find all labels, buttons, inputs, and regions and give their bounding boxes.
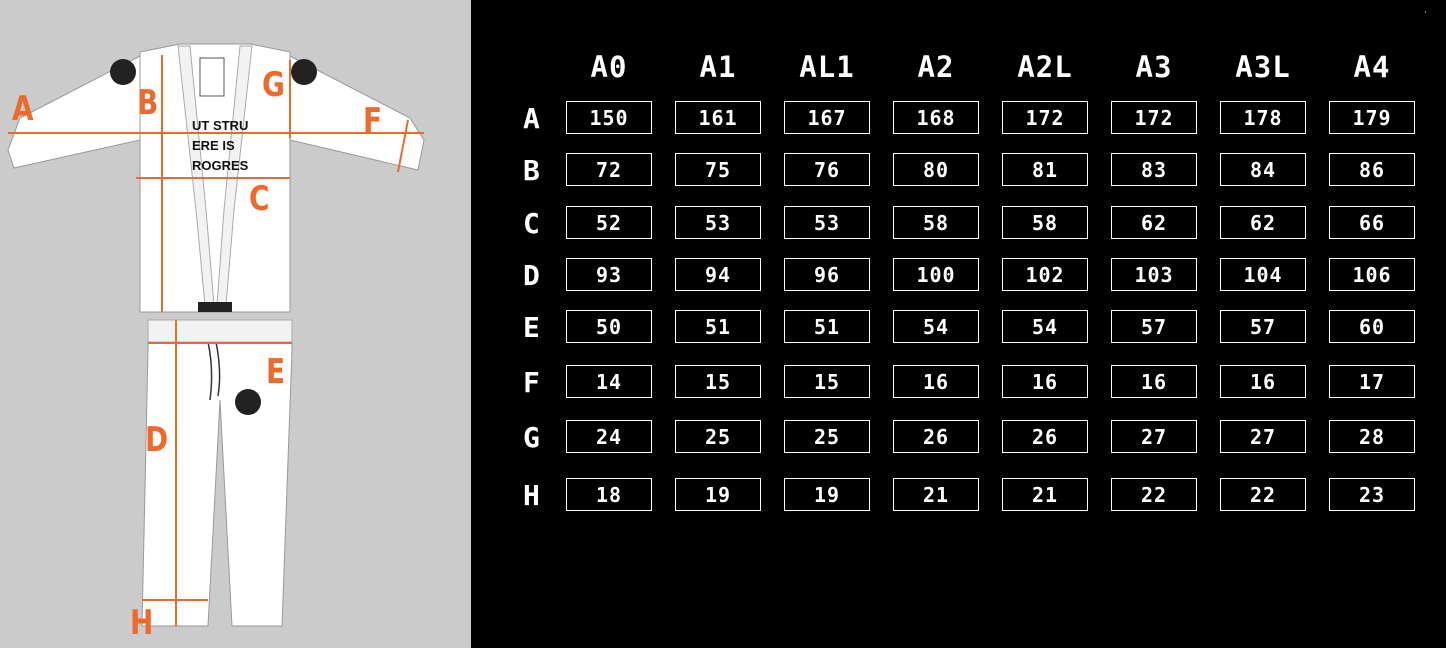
size-value-cell: 28 [1329,420,1415,453]
size-column-header: A3L [1235,50,1291,84]
size-value-cell: 94 [675,258,761,291]
size-value-cell: 14 [566,365,652,398]
size-value-cell: 178 [1220,101,1306,134]
size-value-cell: 106 [1329,258,1415,291]
size-value-cell: 150 [566,101,652,134]
size-value-cell: 60 [1329,310,1415,343]
measurement-row-label: C [523,207,540,240]
size-column-header: A0 [590,50,628,84]
size-value-cell: 81 [1002,153,1088,186]
size-value-cell: 100 [893,258,979,291]
size-value-cell: 84 [1220,153,1306,186]
measurement-row-label: A [523,102,540,135]
size-value-cell: 24 [566,420,652,453]
size-value-cell: 168 [893,101,979,134]
size-column-header: AL1 [799,50,855,84]
size-value-cell: 53 [675,206,761,239]
gi-illustration [0,0,471,648]
size-value-cell: 23 [1329,478,1415,511]
size-value-cell: 26 [1002,420,1088,453]
left-shoulder-badge [110,59,136,85]
measurement-row-label: E [523,311,540,344]
size-value-cell: 50 [566,310,652,343]
size-value-cell: 179 [1329,101,1415,134]
measure-label-h: H [130,603,154,643]
size-value-cell: 172 [1111,101,1197,134]
measure-label-d: D [145,420,169,460]
chest-print-line: UT STRU [192,118,249,133]
size-value-cell: 62 [1220,206,1306,239]
size-chart-table [471,0,1446,648]
chest-print [192,116,248,176]
size-value-cell: 19 [784,478,870,511]
size-column-header: A1 [699,50,737,84]
size-value-cell: 167 [784,101,870,134]
measurement-row-label: B [523,154,540,187]
size-column-header: A2 [917,50,955,84]
size-value-cell: 16 [893,365,979,398]
size-value-cell: 93 [566,258,652,291]
size-value-cell: 16 [1111,365,1197,398]
size-value-cell: 161 [675,101,761,134]
size-value-cell: 86 [1329,153,1415,186]
measure-label-g: G [262,65,285,105]
size-value-cell: 57 [1220,310,1306,343]
size-value-cell: 172 [1002,101,1088,134]
size-value-cell: 21 [893,478,979,511]
size-value-cell: 58 [893,206,979,239]
size-value-cell: 51 [675,310,761,343]
measure-label-e: E [266,352,286,392]
size-value-cell: 21 [1002,478,1088,511]
measurement-row-label: D [523,259,540,292]
chest-print-line: ROGRES [192,158,249,173]
size-value-cell: 57 [1111,310,1197,343]
size-value-cell: 25 [675,420,761,453]
size-value-cell: 58 [1002,206,1088,239]
measure-label-f: F [363,101,383,141]
size-value-cell: 80 [893,153,979,186]
size-value-cell: 52 [566,206,652,239]
corner-mark: · [1424,8,1427,18]
size-value-cell: 15 [675,365,761,398]
size-value-cell: 16 [1220,365,1306,398]
size-value-cell: 16 [1002,365,1088,398]
measurement-row-label: H [523,479,540,512]
size-value-cell: 75 [675,153,761,186]
size-value-cell: 104 [1220,258,1306,291]
size-value-cell: 83 [1111,153,1197,186]
size-value-cell: 53 [784,206,870,239]
size-value-cell: 27 [1111,420,1197,453]
size-value-cell: 51 [784,310,870,343]
size-value-cell: 15 [784,365,870,398]
size-value-cell: 22 [1220,478,1306,511]
size-value-cell: 96 [784,258,870,291]
size-value-cell: 19 [675,478,761,511]
size-value-cell: 17 [1329,365,1415,398]
measure-label-b: B [137,83,159,123]
measurement-row-label: F [523,366,540,399]
size-value-cell: 18 [566,478,652,511]
size-value-cell: 62 [1111,206,1197,239]
pants-badge [235,389,261,415]
size-value-cell: 26 [893,420,979,453]
size-value-cell: 103 [1111,258,1197,291]
measure-label-c: C [249,179,270,219]
size-value-cell: 27 [1220,420,1306,453]
size-value-cell: 102 [1002,258,1088,291]
size-column-header: A2L [1017,50,1073,84]
chest-print-line: ERE IS [192,138,235,153]
right-shoulder-badge [291,59,317,85]
size-value-cell: 54 [893,310,979,343]
size-column-header: A4 [1353,50,1391,84]
size-value-cell: 22 [1111,478,1197,511]
measure-label-a: A [12,89,34,129]
size-value-cell: 54 [1002,310,1088,343]
size-value-cell: 72 [566,153,652,186]
size-value-cell: 76 [784,153,870,186]
measurement-row-label: G [523,421,540,454]
size-value-cell: 25 [784,420,870,453]
size-value-cell: 66 [1329,206,1415,239]
gi-measurement-diagram [0,0,471,648]
size-column-header: A3 [1135,50,1173,84]
